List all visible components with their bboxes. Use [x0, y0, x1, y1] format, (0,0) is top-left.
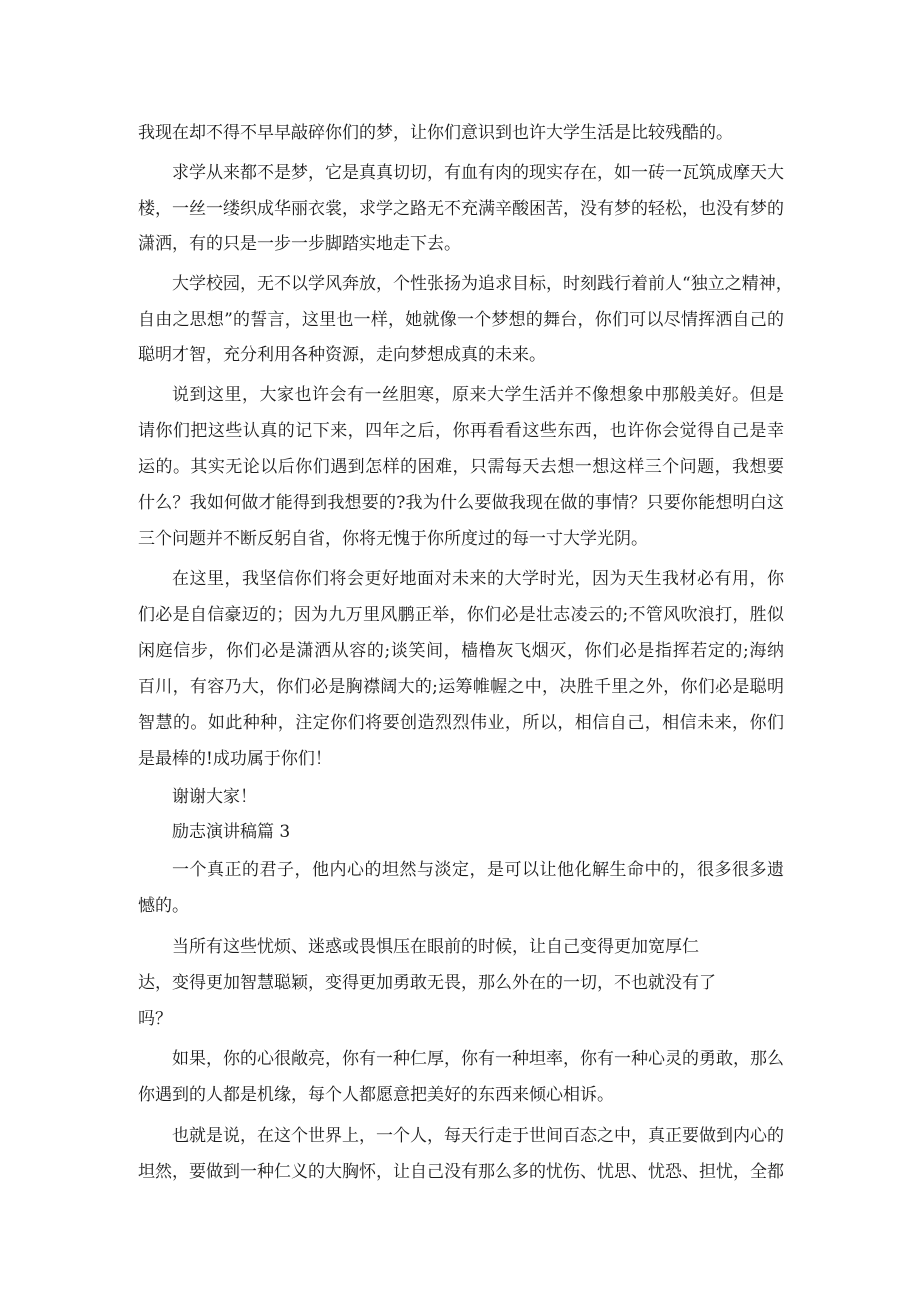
text-line: 智慧的。如此种种，注定你们将要创造烈烈伟业，所以，相信自己，相信未来，你们: [138, 713, 784, 733]
text-line: 我现在却不得不早早敲碎你们的梦，让你们意识到也许大学生活是比较残酷的。: [138, 123, 733, 143]
text-line: 谢谢大家！: [172, 787, 257, 807]
section-heading: 励志演讲稿篇 3: [172, 822, 291, 842]
text-line: 在这里，我坚信你们将会更好地面对未来的大学时光，因为天生我材必有用，你: [172, 569, 784, 589]
text-line: 如果，你的心很敞亮，你有一种仁厚，你有一种坦率，你有一种心灵的勇敢，那么: [172, 1049, 784, 1069]
text-line: 憾的。: [138, 896, 189, 916]
text-line: 潇洒，有的只是一步一步脚踏实地走下去。: [138, 234, 461, 254]
text-line: 你遇到的人都是机缘，每个人都愿意把美好的东西来倾心相诉。: [138, 1085, 614, 1105]
text-line: 闲庭信步，你们必是潇洒从容的;谈笑间，樯橹灰飞烟灭，你们必是指挥若定的;海纳: [138, 641, 784, 661]
text-line: 百川，有容乃大，你们必是胸襟阔大的;运筹帷幄之中，决胜千里之外，你们必是聪明: [138, 677, 784, 697]
text-line: 自由之思想”的誓言，这里也一样，她就像一个梦想的舞台，你们可以尽情挥洒自己的: [138, 310, 784, 330]
text-line: 一个真正的君子，他内心的坦然与淡定，是可以让他化解生命中的，很多很多遗: [172, 860, 784, 880]
text-line: 是最棒的!成功属于你们！: [138, 749, 332, 769]
text-line: 们必是自信豪迈的；因为九万里风鹏正举，你们必是壮志凌云的;不管风吹浪打，胜似: [138, 605, 784, 625]
text-line: 什么？我如何做才能得到我想要的?我为什么要做我现在做的事情？只要你能想明白这: [138, 493, 784, 513]
text-line: 求学从来都不是梦，它是真真切切，有血有肉的现实存在，如一砖一瓦筑成摩天大: [172, 163, 784, 183]
text-line: 请你们把这些认真的记下来，四年之后，你再看看这些东西，也许你会觉得自己是幸: [138, 421, 784, 441]
text-line: 也就是说，在这个世界上，一个人，每天行走于世间百态之中，真正要做到内心的: [172, 1126, 784, 1146]
text-line: 运的。其实无论以后你们遇到怎样的困难，只需每天去想一想这样三个问题，我想要: [138, 457, 784, 477]
text-line: 说到这里，大家也许会有一丝胆寒，原来大学生活并不像想象中那般美好。但是: [172, 385, 784, 405]
text-line: 聪明才智，充分利用各种资源，走向梦想成真的未来。: [138, 345, 546, 365]
text-line: 三个问题并不断反躬自省，你将无愧于你所度过的每一寸大学光阴。: [138, 529, 648, 549]
text-line: 当所有这些忧烦、迷惑或畏惧压在眼前的时候，让自己变得更加宽厚仁: [172, 937, 699, 957]
text-line: 吗？: [138, 1009, 172, 1029]
text-line: 楼，一丝一缕织成华丽衣裳，求学之路无不充满辛酸困苦，没有梦的轻松，也没有梦的: [138, 199, 784, 219]
text-line: 大学校园，无不以学风奔放，个性张扬为追求目标，时刻践行着前人“独立之精神，: [172, 274, 793, 294]
text-line: 达，变得更加智慧聪颖，变得更加勇敢无畏，那么外在的一切，不也就没有了: [138, 973, 716, 993]
text-line: 坦然，要做到一种仁义的大胸怀，让自己没有那么多的忧伤、忧思、忧恐、担忧，全都: [138, 1162, 784, 1182]
